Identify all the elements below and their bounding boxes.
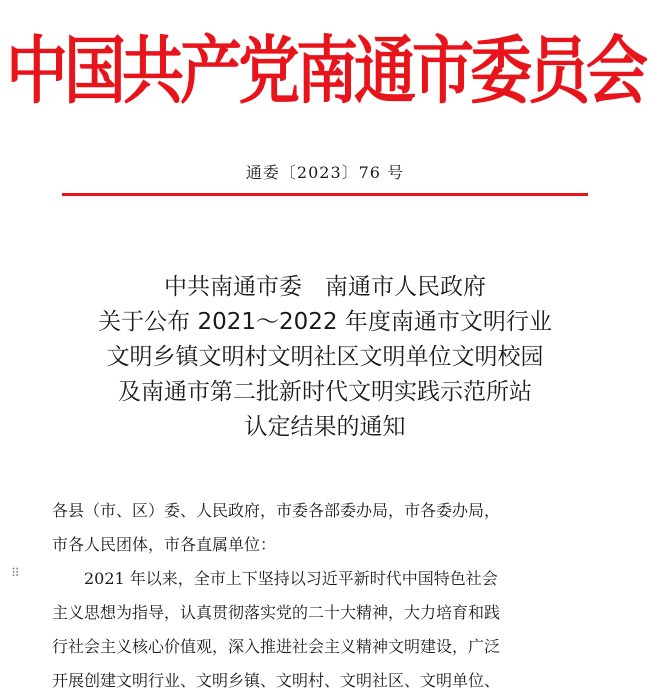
notice-title xyxy=(0,270,650,445)
paragraph-line: 2021 年以来，全市上下坚持以习近平新时代中国特色社会 xyxy=(84,569,498,588)
title-line: 认定结果的通知 xyxy=(244,414,406,440)
document-body xyxy=(52,494,592,698)
title-line: 中共南通市委 南通市人民政府 xyxy=(164,274,486,300)
addressee-line: 市各人民团体，市各直属单位： xyxy=(52,535,277,554)
paragraph-line: 开展创建文明行业、文明乡镇、文明村、文明社区、文明单位、 xyxy=(52,671,501,690)
paragraph-line: 主义思想为指导，认真贯彻落实党的二十大精神，大力培育和践 xyxy=(52,603,501,622)
title-line: 关于公布 2021～2022 年度南通市文明行业 xyxy=(98,309,552,335)
title-line: 及南通市第二批新时代文明实践示范所站 xyxy=(118,379,532,405)
title-line: 文明乡镇文明村文明社区文明单位文明校园 xyxy=(106,344,544,370)
red-divider xyxy=(62,193,588,196)
document-number: 通委〔2023〕76 号 xyxy=(245,163,405,182)
drag-handle-icon[interactable]: ⠿ xyxy=(11,566,19,580)
addressee-line: 各县（市、区）委、人民政府，市委各部委办局，市各委办局， xyxy=(52,501,501,520)
masthead-title: 中国共产党南通市委员会 xyxy=(5,27,644,114)
paragraph-line: 行社会主义核心价值观，深入推进社会主义精神文明建设，广泛 xyxy=(52,637,501,656)
